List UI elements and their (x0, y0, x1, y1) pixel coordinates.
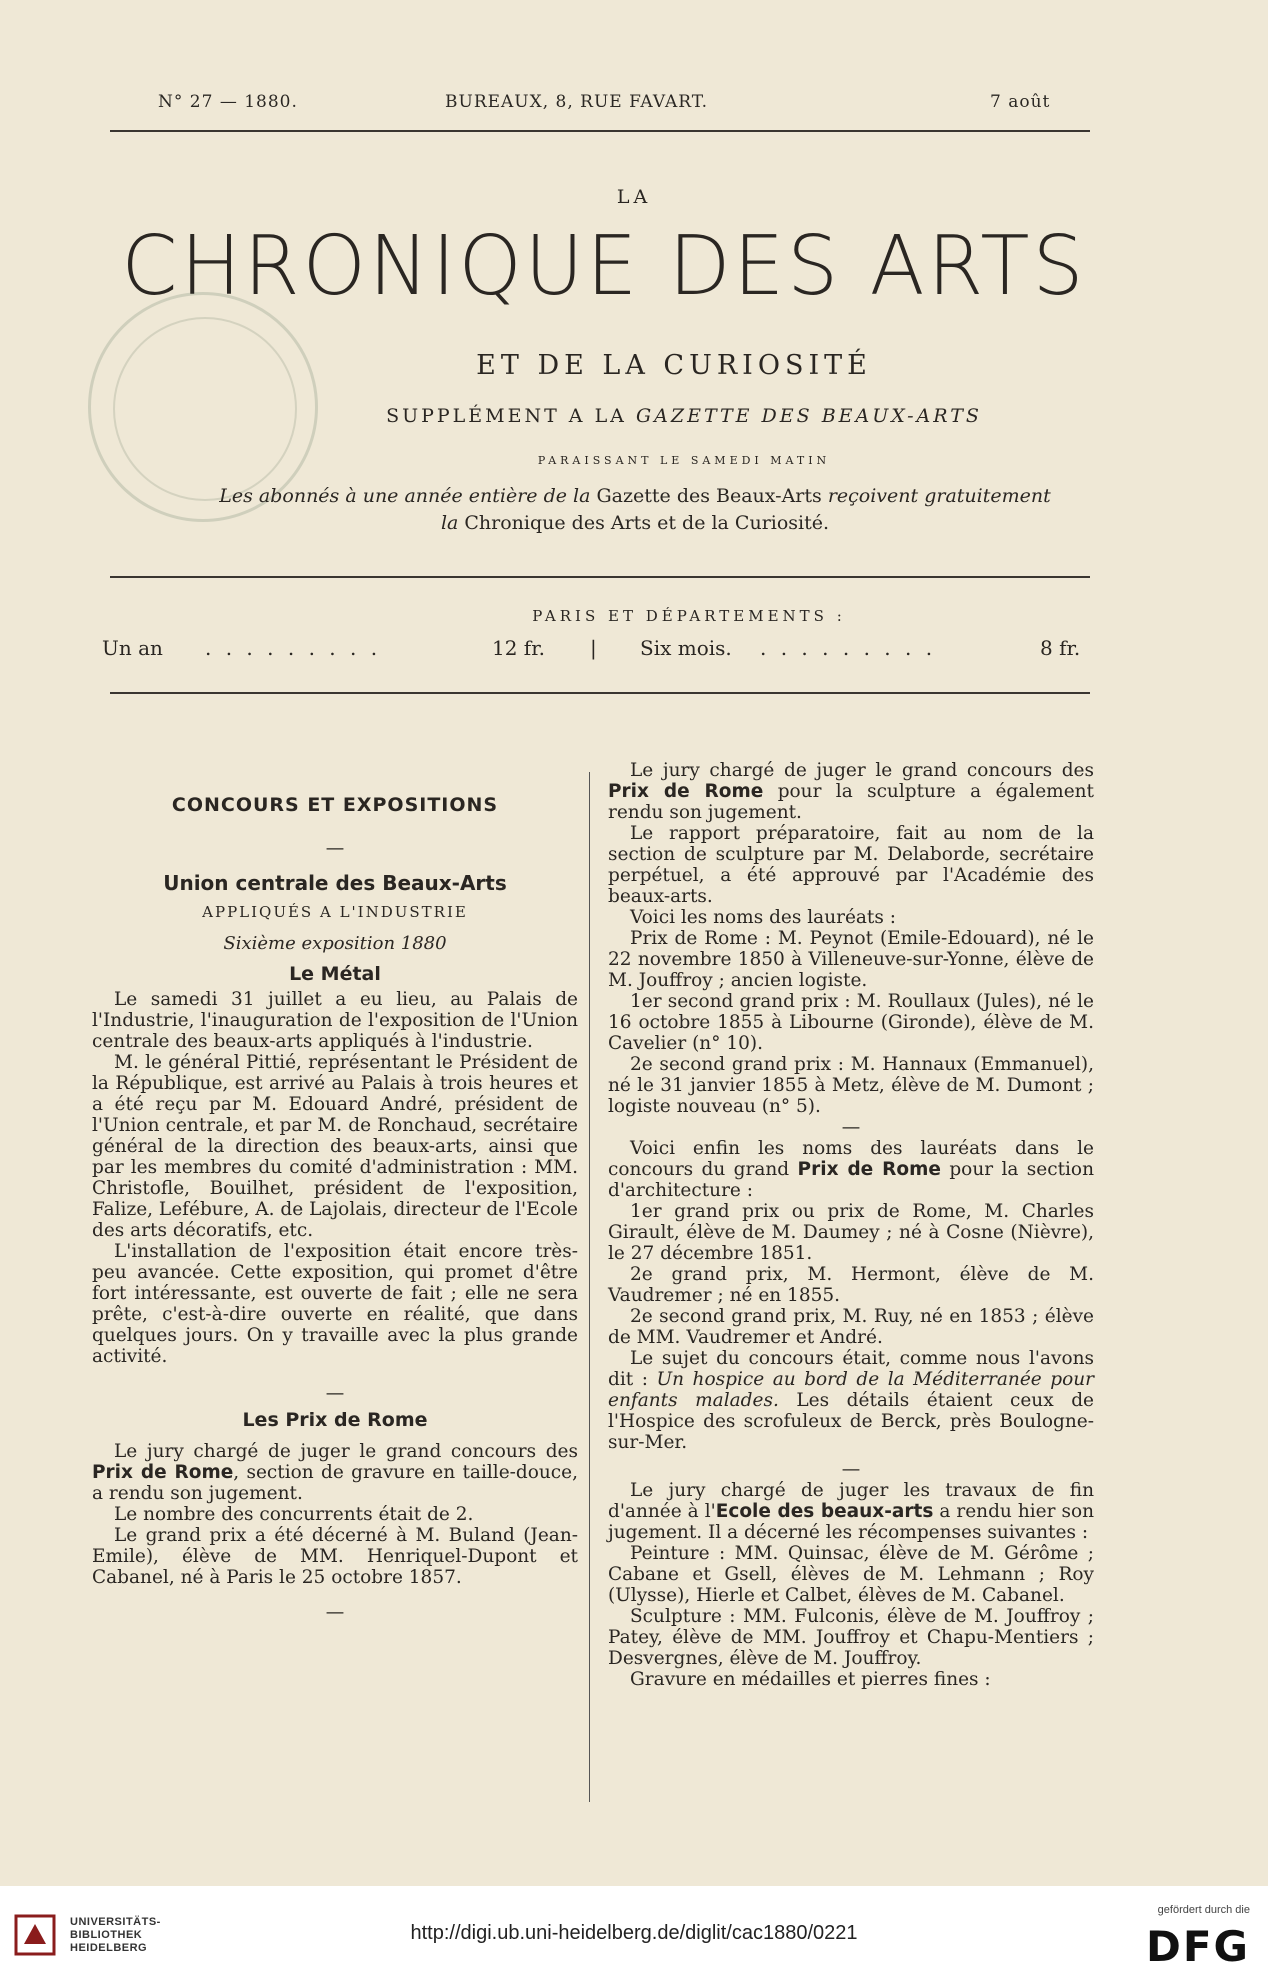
prix-heading: Les Prix de Rome (242, 1409, 428, 1431)
paragraph: Le jury chargé de juger le grand concours des Prix de Rome, section de gravure en taille-douce, a rendu son jugement. (92, 1441, 578, 1504)
six-months-dots: . . . . . . . . . (760, 636, 937, 660)
paragraph: Le samedi 31 juillet a eu lieu, au Palais de l'Industrie, l'inauguration de l'exposition de l'Union centrale des beaux-arts appliqués à l'industrie. (92, 989, 578, 1052)
university-name: UNIVERSITÄTS- BIBLIOTHEK HEIDELBERG (70, 1916, 161, 1954)
subscription-notice: Les abonnés à une année entière de la Gazette des Beaux-Arts reçoivent gratuitement la Chronique des Arts et de la Curiosité. (219, 485, 1051, 534)
header-rule (110, 130, 1090, 132)
left-column (92, 795, 578, 1623)
paragraph: 1er second grand prix : M. Roullaux (Jules), né le 16 octobre 1855 à Libourne (Gironde), élève de M. Cavelier (n° 10). (608, 991, 1094, 1054)
bureaux-address: BUREAUX, 8, RUE FAVART. (445, 92, 709, 112)
paragraph: M. le général Pittié, représentant le Président de la République, est arrivé au Palais à trois heures et a été reçu par M. Edouard André, président de l'Union centrale, et par M. de Ronchaud, secrétaire général de la direction des beaux-arts, ainsi que par les membres du comité d'administration : MM. Christofle, Bouilhet, président de l'exposition, Falize, Lefébure, A. de Lajolais, directeur de l'Ecole des arts décoratifs, etc. (92, 1052, 578, 1241)
section-heading: CONCOURS ET EXPOSITIONS (171, 794, 499, 816)
paragraph: 2e second grand prix, M. Ruy, né en 1853 ; élève de MM. Vaudremer et André. (608, 1306, 1094, 1348)
paragraph: Gravure en médailles et pierres fines : (630, 1669, 991, 1690)
issue-date: 7 août (990, 92, 1051, 112)
paragraph: 2e grand prix, M. Hermont, élève de M. Vaudremer ; né en 1855. (608, 1264, 1094, 1306)
six-months-price: 8 fr. (1040, 636, 1081, 660)
masthead-title: CHRONIQUE DES ARTS (121, 219, 1087, 314)
paragraph: Le rapport préparatoire, fait au nom de la section de sculpture par M. Delaborde, secrétaire perpétuel, a été approuvé par l'Académie des beaux-arts. (608, 823, 1094, 907)
column-divider (589, 772, 590, 1802)
paragraph: 1er grand prix ou prix de Rome, M. Charles Girault, élève de M. Daumey ; né à Cosne (Nièvre), le 27 décembre 1851. (608, 1201, 1094, 1264)
paragraph: Le sujet du concours était, comme nous l'avons dit : Un hospice au bord de la Méditerranée pour enfants malades. Les détails étaient ceux de l'Hospice des scrofuleux de Berck, près Boulogne-sur-Mer. (608, 1348, 1095, 1453)
union-exposition: Sixième exposition 1880 (223, 933, 447, 954)
issue-number: N° 27 — 1880. (158, 92, 298, 112)
six-months-label: Six mois. (640, 636, 732, 660)
paragraph: Voici enfin les noms des lauréats dans le concours du grand Prix de Rome pour la section d'architecture : (608, 1138, 1094, 1201)
union-subtitle: APPLIQUÉS A L'INDUSTRIE (202, 903, 468, 921)
funded-by-label: gefördert durch die (1157, 1904, 1250, 1916)
masthead-subtitle: ET DE LA CURIOSITÉ (476, 350, 872, 381)
paragraph: Le jury chargé de juger les travaux de fin d'année à l'Ecole des beaux-arts a rendu hier son jugement. Il a décerné les récompenses suivantes : (608, 1480, 1095, 1543)
paragraph: Sculpture : MM. Fulconis, élève de M. Jouffroy ; Patey, élève de MM. Jouffroy et Chapu-Mentiers ; Desvergnes, élève de M. Jouffroy. (608, 1606, 1094, 1669)
parution-line: PARAISSANT LE SAMEDI MATIN (537, 454, 831, 467)
subscription-heading: PARIS ET DÉPARTEMENTS : (532, 607, 846, 625)
price-rule (110, 692, 1090, 694)
source-url[interactable]: http://digi.ub.uni-heidelberg.de/diglit/cac1880/0221 (410, 1922, 858, 1944)
paragraph: Peinture : MM. Quinsac, élève de M. Gérôme ; Cabane et Gsell, élèves de M. Lehmann ; Roy (Ulysse), Hierle et Calbet, élèves de M. Cabanel. (608, 1543, 1094, 1606)
digitization-footer (0, 1886, 1268, 1979)
paragraph: Voici les noms des lauréats : (630, 907, 896, 928)
separator-dash: — (841, 1459, 861, 1480)
paragraph: L'installation de l'exposition était encore très-peu avancée. Cette exposition, qui promet d'être fort intéressante, est ouverte de fait ; elle ne sera prête, c'est-à-dire ouverte en réalité, que dans quelques jours. On y travaille avec la plus grande activité. (92, 1241, 578, 1367)
right-column (608, 760, 1094, 1690)
paragraph: Prix de Rome : M. Peynot (Emile-Edouard), né le 22 novembre 1850 à Villeneuve-sur-Yonne, élève de M. Jouffroy ; ancien logiste. (608, 928, 1094, 991)
masthead-rule (110, 576, 1090, 578)
masthead-la: LA (616, 186, 652, 208)
paragraph: Le grand prix a été décerné à M. Buland (Jean-Emile), élève de MM. Henriquel-Dupont et Cabanel, né à Paris le 25 octobre 1857. (92, 1525, 578, 1588)
union-title: Union centrale des Beaux-Arts (163, 871, 507, 895)
separator-dash: — (325, 838, 345, 859)
separator-dash: — (325, 1602, 345, 1623)
paragraph: Le jury chargé de juger le grand concours des Prix de Rome pour la sculpture a également rendu son jugement. (608, 760, 1094, 823)
paragraph: Le nombre des concurrents était de 2. (114, 1504, 474, 1525)
price-separator: | (590, 636, 597, 660)
year-price: 12 fr. (492, 636, 545, 660)
metal-heading: Le Métal (289, 963, 381, 985)
supplement-line: SUPPLÉMENT A LA GAZETTE DES BEAUX-ARTS (386, 405, 982, 427)
paragraph: 2e second grand prix : M. Hannaux (Emmanuel), né le 31 janvier 1855 à Metz, élève de M. Dumont ; logiste nouveau (n° 5). (608, 1054, 1094, 1117)
year-label: Un an (102, 636, 163, 660)
year-dots: . . . . . . . . . (205, 636, 382, 660)
separator-dash: — (841, 1117, 861, 1138)
dfg-logo: DFG (1145, 1922, 1250, 1971)
separator-dash: — (325, 1383, 345, 1404)
